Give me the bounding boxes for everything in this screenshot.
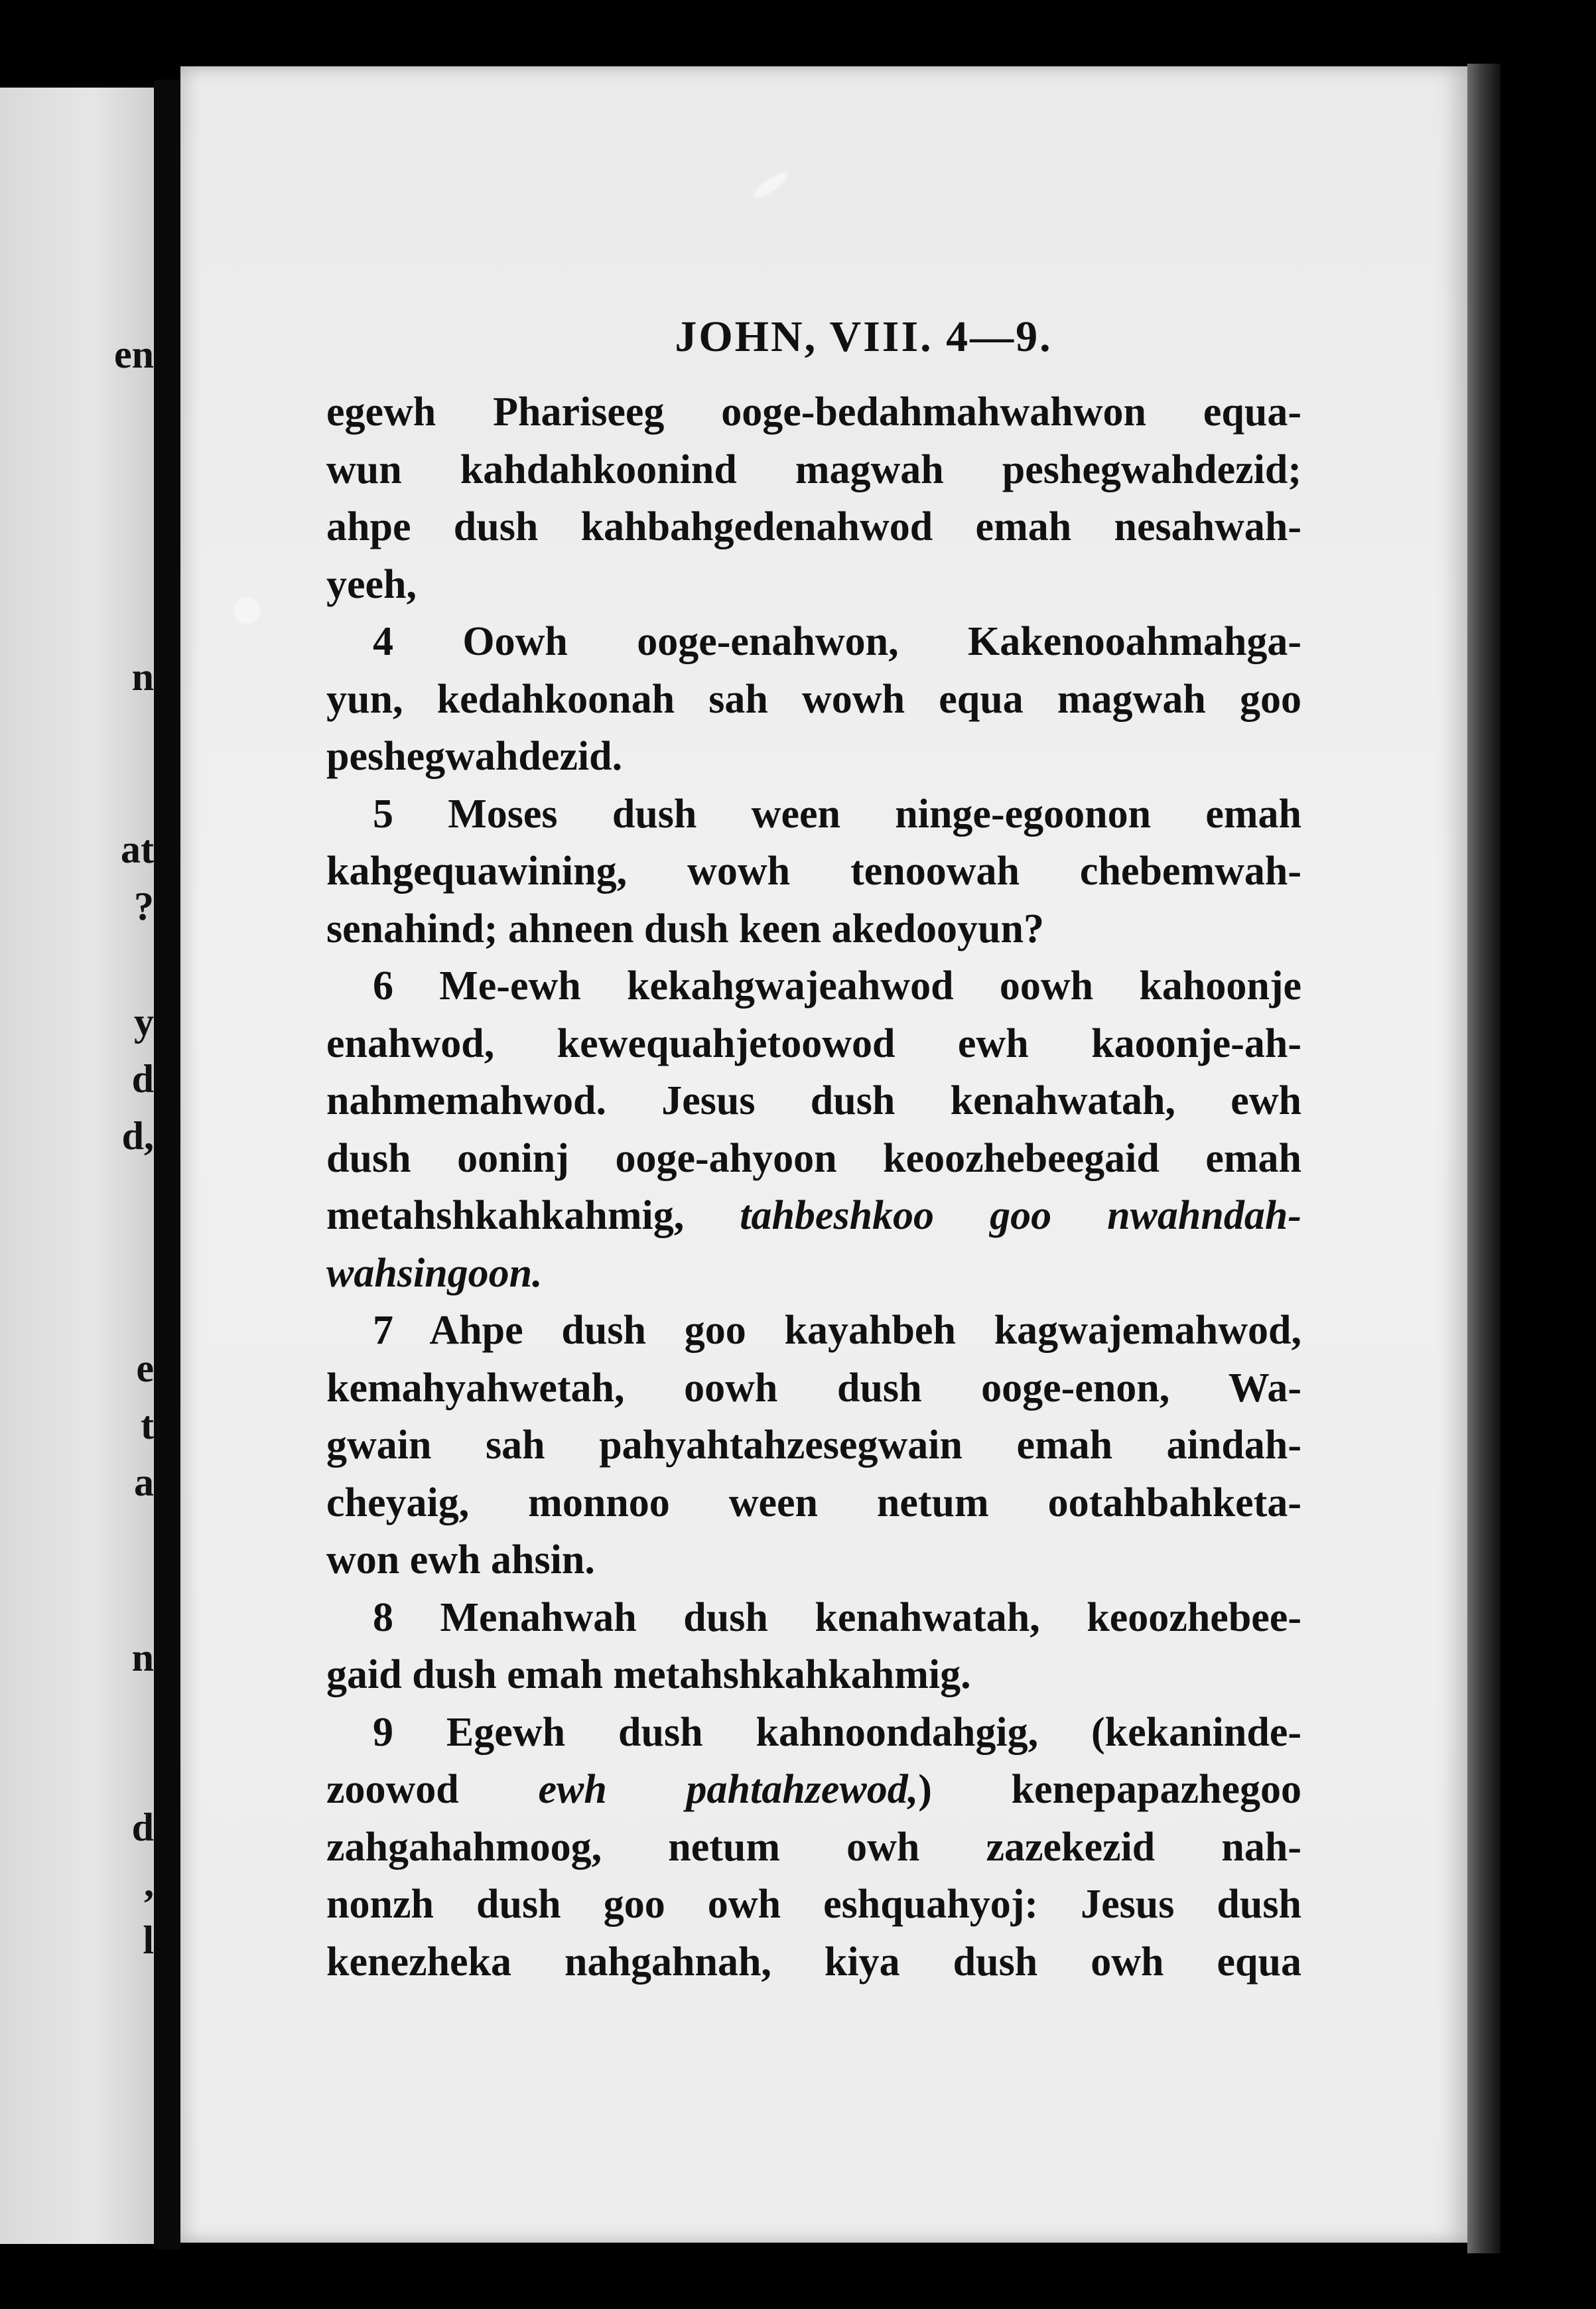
left-page-fragment: en [114,332,154,376]
text-span: ) kenepapazhegoo [918,1767,1301,1812]
text-line: zahgahahmoog, netum owh zazekezid nah- [326,1824,1301,1870]
page-body [326,384,1301,1991]
left-page-fragment: a [134,1460,154,1504]
verse-line: 5 Moses dush ween ninge-egoonon emah [373,791,1301,837]
left-page-fragment: d [131,1805,154,1849]
text-line: enahwod, kewequahjetoowod ewh kaoonje-ah- [326,1020,1301,1066]
left-page-fragment: e [136,1346,154,1390]
text-line: gaid dush emah metahshkahkahmig. [326,1652,971,1697]
text-line [326,1761,1301,1819]
text-span: metahshkahkahmig, [326,1193,685,1238]
left-page-fragment: d, [121,1114,154,1158]
left-page-fragment: d [131,1057,154,1101]
text-line: ahpe dush kahbahgedenahwod emah nesahwah- [326,504,1301,549]
verse-line: 9 Egewh dush kahnoondahgig, (kekaninde- [373,1709,1301,1755]
paper-speck [751,169,790,201]
page-right-edge [1467,64,1500,2253]
italic-span: ewh pahtahzewod, [538,1767,919,1812]
previous-page-edge [0,88,154,2244]
page-header: JOHN, VIII. 4—9. [675,313,1053,361]
text-line: egewh Phariseeg ooge-bedahmahwahwon equa- [326,389,1301,435]
text-line: yun, kedahkoonah sah wowh equa magwah goo [326,676,1301,722]
text-span: zoowod [326,1767,459,1812]
text-line: kemahyahwetah, oowh dush ooge-enon, Wa- [326,1365,1301,1411]
text-line: dush ooninj ooge-ahyoon keoozhebeegaid emah [326,1135,1301,1181]
text-line: kahgequawining, wowh tenoowah chebemwah- [326,849,1301,894]
verse-line: 7 Ahpe dush goo kayahbeh kagwajemahwod, [373,1308,1301,1353]
verse-line: 6 Me-ewh kekahgwajeahwod oowh kahoonje [373,963,1301,1009]
left-page-fragment: n [131,655,154,699]
verse-line: 4 Oowh ooge-enahwon, Kakenooahmahga- [373,619,1301,664]
text-line: senahind; ahneen dush keen akedooyun? [326,906,1044,951]
italic-span: tahbeshkoo goo nwahndah- [740,1193,1301,1238]
text-line [326,1187,1301,1245]
left-page-fragment: l [143,1918,154,1962]
text-line: peshegwahdezid. [326,734,623,779]
text-line: wahsingoon. [326,1250,543,1296]
text-line: wun kahdahkoonind magwah peshegwahdezid; [326,447,1301,492]
text-line: kenezheka nahgahnah, kiya dush owh equa [326,1939,1301,1985]
left-page-fragment: at [121,827,154,871]
left-page-fragment: n [131,1636,154,1679]
paper-speck [233,597,260,624]
text-line: won ewh ahsin. [326,1537,595,1582]
text-line: gwain sah pahyahtahzesegwain emah aindah- [326,1423,1301,1468]
text-line: nahmemahwod. Jesus dush kenahwatah, ewh [326,1078,1301,1123]
text-line: nonzh dush goo owh eshquahyoj: Jesus dush [326,1882,1301,1927]
book-page [180,66,1467,2243]
left-page-fragment: t [141,1403,154,1447]
left-page-fragment: , [144,1861,154,1905]
verse-line: 8 Menahwah dush kenahwatah, keoozhebee- [373,1594,1301,1640]
text-line: yeeh, [326,561,417,607]
text-line: cheyaig, monnoo ween netum ootahbahketa- [326,1480,1301,1525]
left-page-fragment: y [134,1000,154,1044]
book-gutter [154,80,180,2249]
left-page-fragment: ? [134,884,154,928]
